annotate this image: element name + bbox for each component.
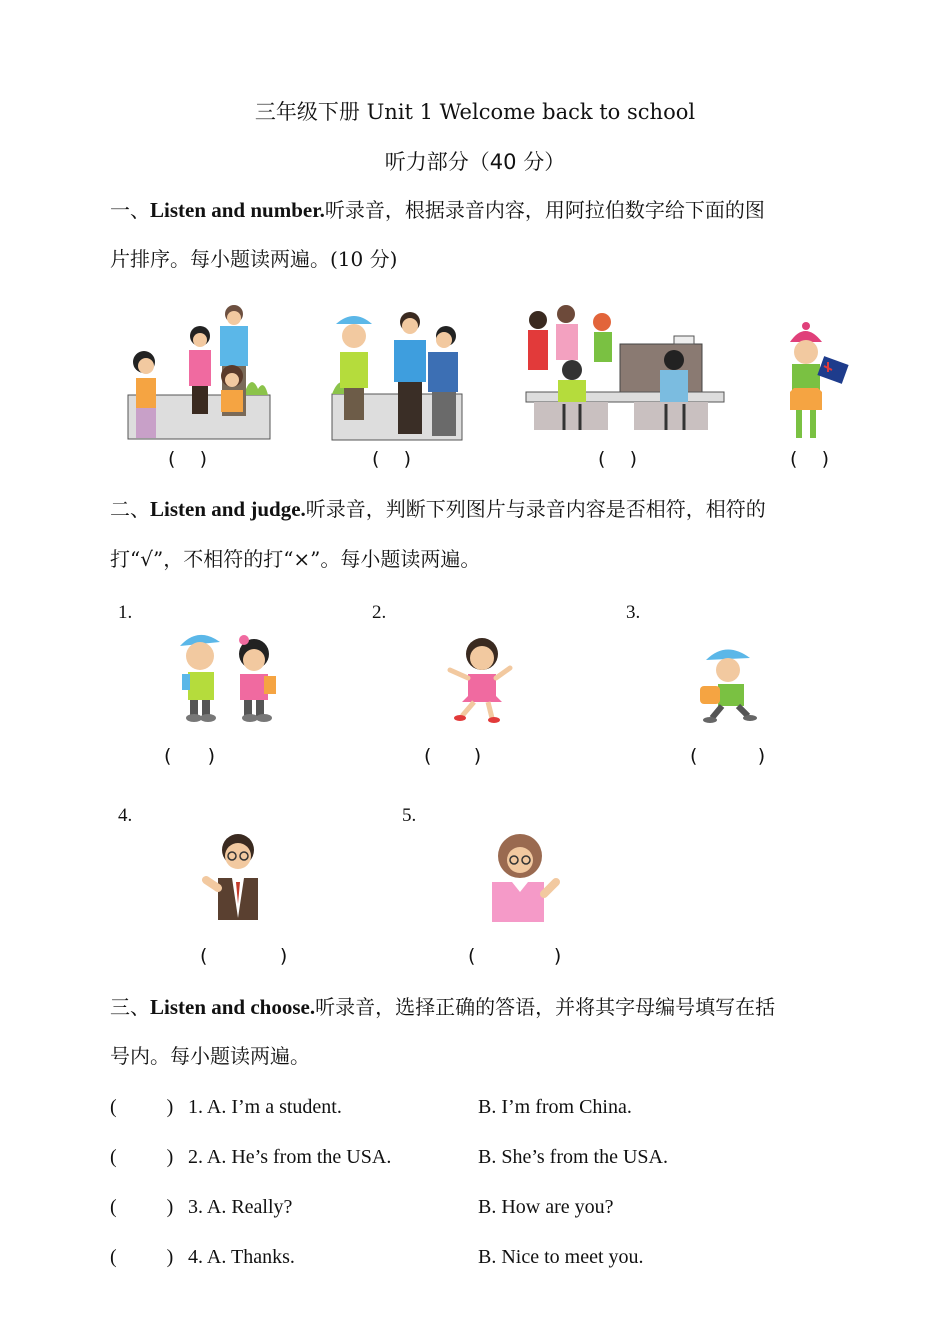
- section1-line1: 听录音，根据录音内容，用阿拉伯数字给下面的图: [324, 198, 765, 222]
- page-subtitle: 听力部分（40 分）: [384, 150, 566, 174]
- section3-line2: 号内。每小题读两遍。: [110, 1044, 310, 1068]
- s2-item-4-number: 4.: [118, 805, 133, 826]
- page-title: 三年级下册 Unit 1 Welcome back to school: [254, 100, 696, 124]
- section2-heading: [110, 497, 766, 521]
- s3-q4-blank[interactable]: ( ): [110, 1246, 174, 1268]
- s1-blank-4[interactable]: ( ): [790, 448, 829, 470]
- section1-prefix: 一、: [110, 198, 150, 222]
- s1-blank-2[interactable]: ( ): [372, 448, 411, 470]
- s2-item-1-number: 1.: [118, 602, 133, 623]
- s2-item-2-blank[interactable]: ( ): [424, 745, 482, 767]
- s1-blank-1[interactable]: ( ): [168, 448, 207, 470]
- s2-item-5-blank[interactable]: ( ): [468, 945, 562, 967]
- section1-line2: 片排序。每小题读两遍。(10 分): [110, 247, 398, 271]
- boy-running-icon: [696, 646, 762, 724]
- section1-bold: Listen and number.: [150, 198, 325, 222]
- section2-bold: Listen and judge.: [150, 497, 306, 521]
- section1-heading: [110, 198, 765, 222]
- s3-q2-option-b: B. She’s from the USA.: [478, 1146, 668, 1168]
- section2-line2: 打“√”，不相符的打“×”。每小题读两遍。: [110, 547, 481, 571]
- s3-q4-option-b: B. Nice to meet you.: [478, 1246, 644, 1268]
- s3-q2-blank[interactable]: ( ): [110, 1146, 174, 1168]
- greeting-group-icon: [122, 300, 272, 442]
- s1-blank-3[interactable]: ( ): [598, 448, 637, 470]
- section2-prefix: 二、: [110, 497, 150, 521]
- man-teacher-icon: [196, 832, 272, 924]
- s2-item-3-number: 3.: [626, 602, 641, 623]
- section3-bold: Listen and choose.: [150, 995, 316, 1019]
- classroom-icon: [524, 300, 728, 440]
- s3-q1-option-b: B. I’m from China.: [478, 1096, 632, 1118]
- s2-item-2-number: 2.: [372, 602, 387, 623]
- s3-q3-option-a: 3. A. Really?: [188, 1196, 293, 1218]
- girl-with-flag-icon: [784, 322, 854, 444]
- s3-q1-option-a: 1. A. I’m a student.: [188, 1096, 342, 1118]
- s3-q1-blank[interactable]: ( ): [110, 1096, 174, 1118]
- boy-and-men-icon: [328, 310, 468, 442]
- s3-q2-option-a: 2. A. He’s from the USA.: [188, 1146, 392, 1168]
- two-kids-icon: [178, 630, 282, 724]
- s3-q3-option-b: B. How are you?: [478, 1196, 614, 1218]
- girl-waving-icon: [444, 630, 516, 724]
- section3-heading: [110, 995, 775, 1019]
- woman-teacher-icon: [484, 832, 564, 924]
- s2-item-5-number: 5.: [402, 805, 417, 826]
- s2-item-1-blank[interactable]: ( ): [164, 745, 216, 767]
- s3-q3-blank[interactable]: ( ): [110, 1196, 174, 1218]
- s2-item-4-blank[interactable]: ( ): [200, 945, 288, 967]
- s3-q4-option-a: 4. A. Thanks.: [188, 1246, 295, 1268]
- section2-line1: 听录音，判断下列图片与录音内容是否相符，相符的: [305, 497, 766, 521]
- s2-item-3-blank[interactable]: ( ): [690, 745, 766, 767]
- section3-line1: 听录音，选择正确的答语，并将其字母编号填写在括: [315, 995, 776, 1019]
- section3-prefix: 三、: [110, 995, 150, 1019]
